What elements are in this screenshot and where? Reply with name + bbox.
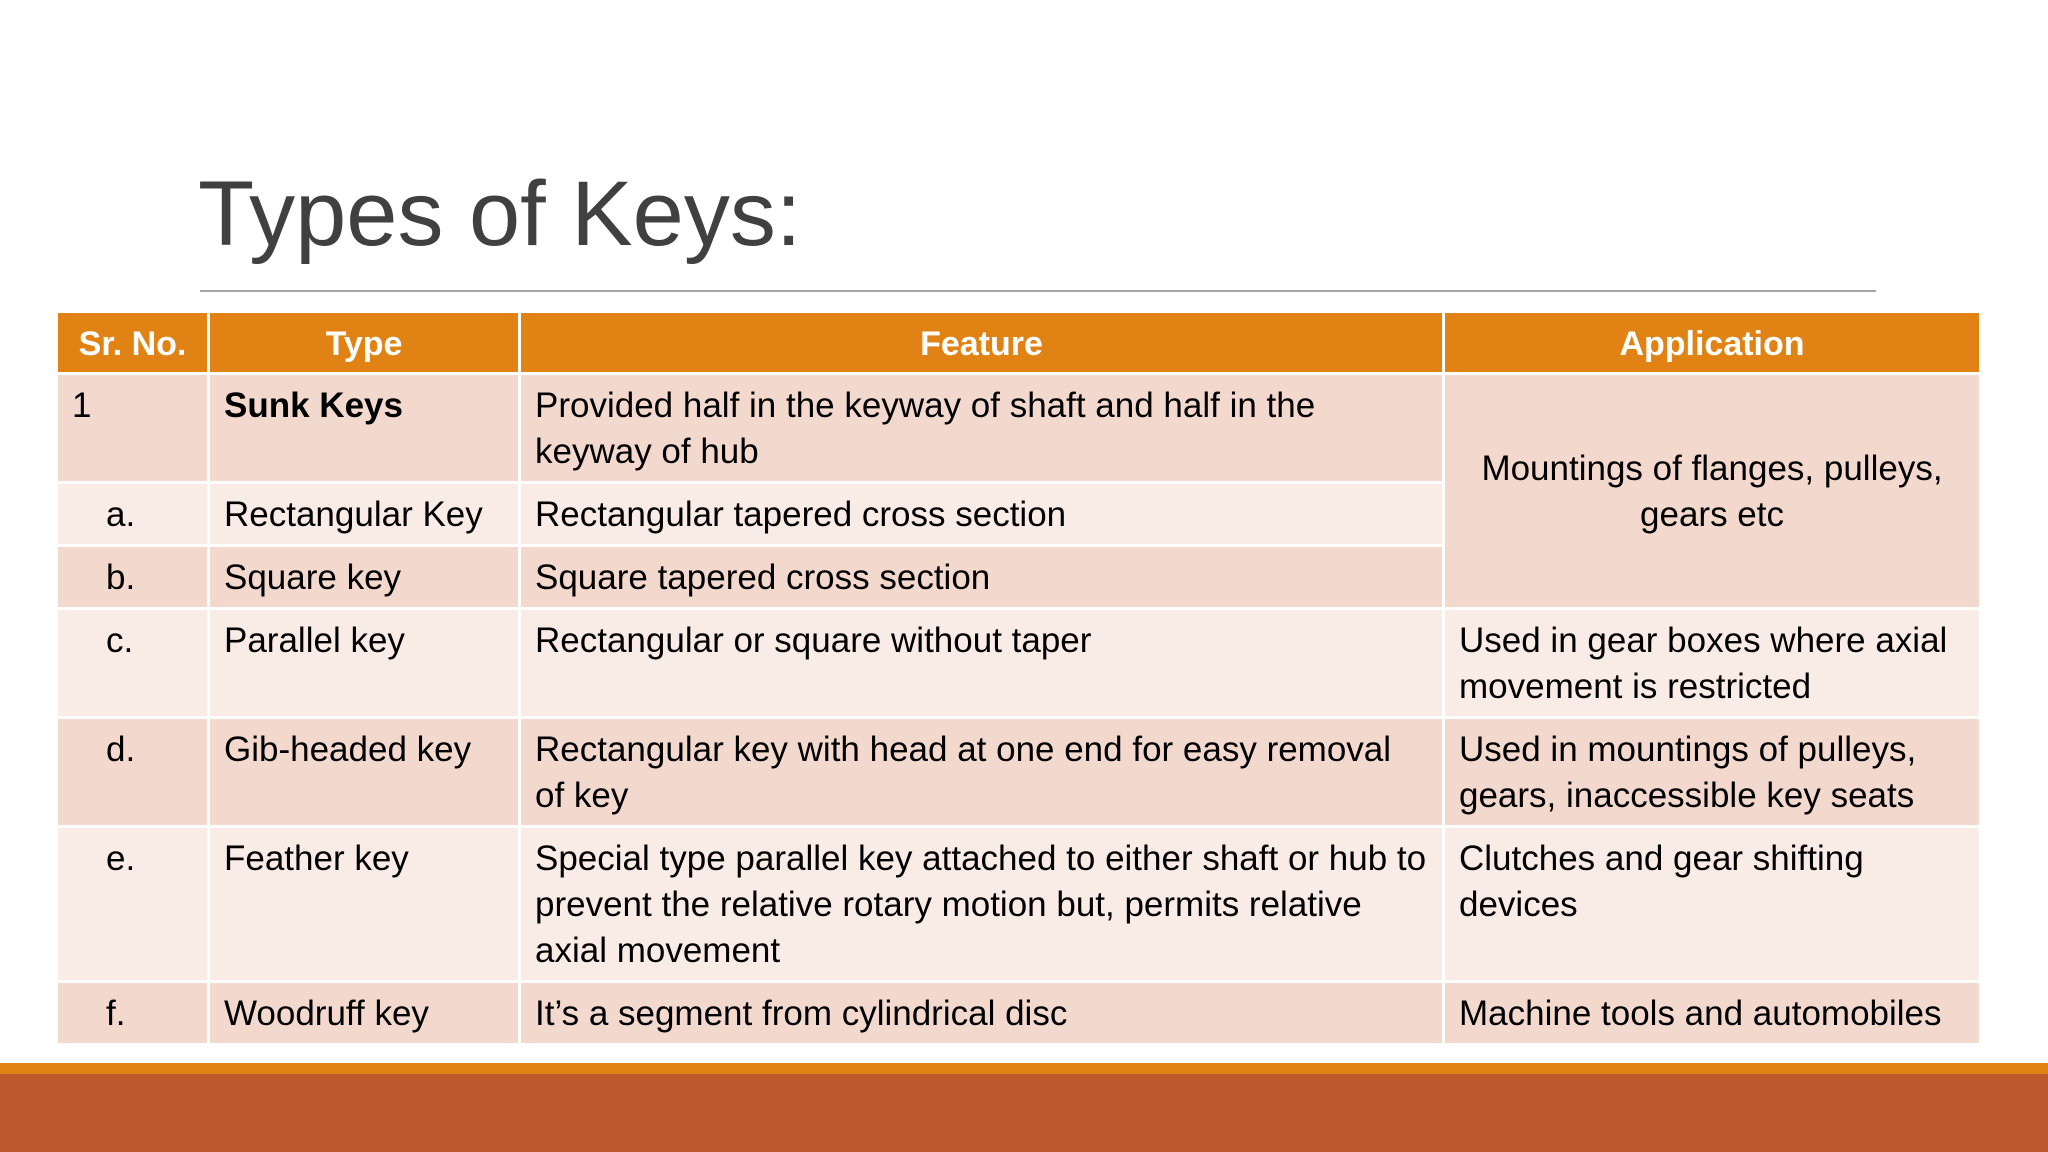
cell-sr: a. [57, 483, 209, 546]
cell-application: Used in gear boxes where axial movement is restricted [1444, 609, 1981, 718]
table-row [57, 718, 1981, 827]
cell-type: Gib-headed key [209, 718, 520, 827]
table-header-row [57, 312, 1981, 374]
cell-sr: c. [57, 609, 209, 718]
cell-sr: b. [57, 546, 209, 609]
cell-type: Rectangular Key [209, 483, 520, 546]
table-row [57, 827, 1981, 982]
cell-type: Sunk Keys [209, 374, 520, 483]
cell-type: Square key [209, 546, 520, 609]
cell-sr: e. [57, 827, 209, 982]
keys-table [55, 310, 1982, 1046]
cell-application: Clutches and gear shifting devices [1444, 827, 1981, 982]
table-row [57, 609, 1981, 718]
header-type: Type [209, 312, 520, 374]
cell-feature: Special type parallel key attached to either shaft or hub to prevent the relative rotary motion but, permits relative axial movement [520, 827, 1444, 982]
footer-accent-line [0, 1063, 2048, 1074]
cell-type: Feather key [209, 827, 520, 982]
cell-sr: d. [57, 718, 209, 827]
cell-feature: It’s a segment from cylindrical disc [520, 982, 1444, 1045]
cell-type: Woodruff key [209, 982, 520, 1045]
cell-application: Mountings of flanges, pulleys, gears etc [1444, 374, 1981, 609]
cell-feature: Rectangular tapered cross section [520, 483, 1444, 546]
cell-sr: 1 [57, 374, 209, 483]
table-row [57, 982, 1981, 1045]
cell-application: Used in mountings of pulleys, gears, inaccessible key seats [1444, 718, 1981, 827]
header-sr-no: Sr. No. [57, 312, 209, 374]
cell-feature: Provided half in the keyway of shaft and half in the keyway of hub [520, 374, 1444, 483]
cell-application: Machine tools and automobiles [1444, 982, 1981, 1045]
title-divider [200, 290, 1876, 292]
cell-type: Parallel key [209, 609, 520, 718]
cell-sr: f. [57, 982, 209, 1045]
header-feature: Feature [520, 312, 1444, 374]
header-application: Application [1444, 312, 1981, 374]
cell-feature: Rectangular or square without taper [520, 609, 1444, 718]
cell-feature: Square tapered cross section [520, 546, 1444, 609]
footer-bar [0, 1074, 2048, 1152]
slide-title: Types of Keys: [198, 163, 802, 265]
cell-feature: Rectangular key with head at one end for easy removal of key [520, 718, 1444, 827]
table-row [57, 374, 1981, 483]
